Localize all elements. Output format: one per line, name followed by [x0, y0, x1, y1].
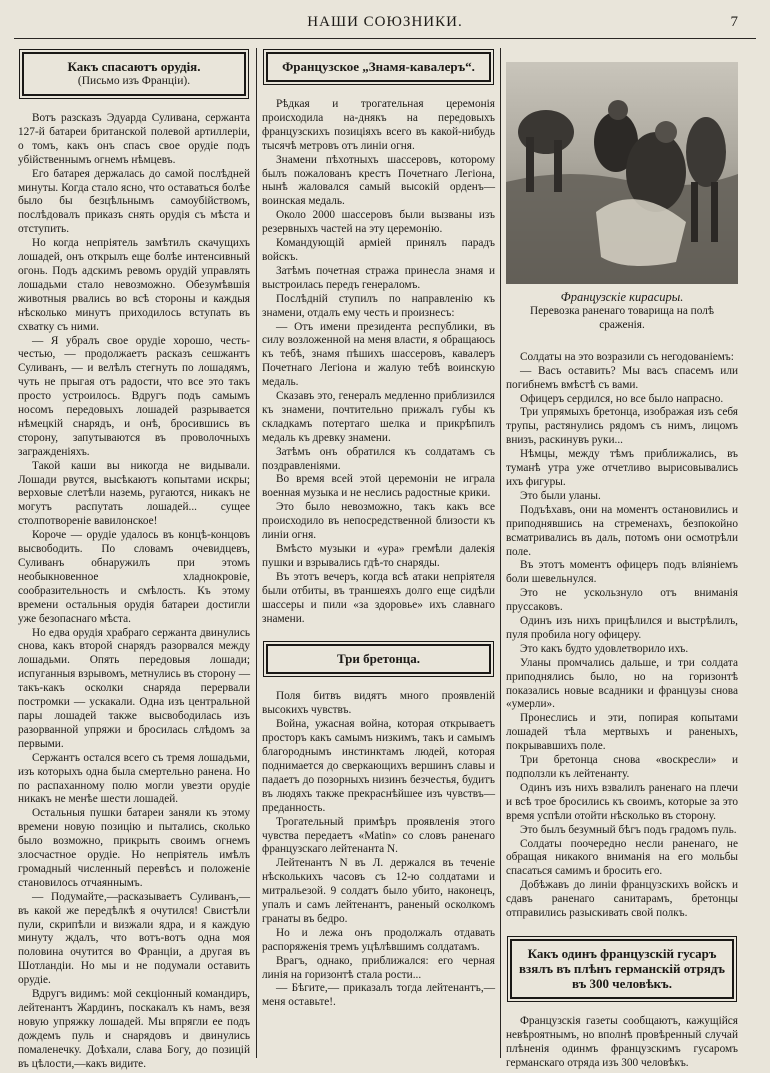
- paragraph: — Я убралъ свое орудіе хорошо, честь-честью, — продолжаетъ расказъ сешжантъ Суливанъ, — и велѣлъ стегнуть по лошадямъ, чуть не прыгая отъ радости, что все это такъ просто устроилось. Вдругъ подъ самымъ носомъ передовыхъ лошадей разрывается нѣмецкій снарядъ, и онѣ, бросившись въ сторону, запутываются въ проволочныхъ загражденіяхъ.: [18, 334, 250, 458]
- paragraph: Это не ускользнуло отъ вниманія пруссаковъ.: [506, 587, 738, 614]
- paragraph: Рѣдкая и трогательная церемонія происходила на-днякъ на передовыхъ французскихъ позиціяхъ всего въ какой-нибудь тысячѣ метровъ отъ линіи огня.: [262, 98, 495, 152]
- paragraph: Это были уланы.: [520, 489, 601, 502]
- paragraph: Офицеръ сердился, но все было напрасно.: [520, 392, 724, 405]
- column-3: [506, 48, 738, 1071]
- paragraph: Знамени пѣхотныхъ шассеровъ, которому былъ пожалованъ крестъ Почетнаго Легіона, нынѣ жаловался самый высокій орденъ—воинская медаль.: [262, 153, 495, 208]
- photo-illustration: [506, 62, 738, 284]
- paragraph: Поля битвъ видятъ много проявленій высокихъ чувствъ.: [262, 690, 495, 717]
- paragraph: Война, ужасная война, которая открываетъ просторъ какъ самымъ низкимъ, такъ и самымъ благороднымъ инстинктамъ людей, которая поднимается до сверкающихъ вершинъ славы и падаетъ до позорныхъ низинъ безчестья, будитъ въ людяхъ также прекраснѣйшее изъ чувствъ—преданность.: [262, 718, 495, 814]
- column-divider: [256, 48, 257, 1058]
- paragraph: Короче — орудіе удалось въ концѣ-концовъ высвободить. По словамъ очевидцевъ, Суливанъ обнаружилъ при этомъ необыкновенное хладнокровіе, сообразительность и смѣлость. Къ этому времени остальныя орудія батареи достигли уже безопаснаго мѣста.: [18, 529, 250, 625]
- article-body: [506, 1015, 738, 1071]
- paragraph: Но едва орудія храбраго сержанта двинулись снова, какъ второй снарядъ разорвался между лошадьми. Опять передовыя лошади; испуганныя взрывомъ, метнулись въ сторону — такъ-какъ осколки снаряда перервали постромки — ускакали. Одна изъ центральной пары лошадей также высвободилась изъ разорванной упряжи и бросилась слѣдомъ за первыми.: [18, 626, 250, 750]
- column-divider: [500, 48, 501, 1058]
- paragraph: Это какъ будто удовлетворило ихъ.: [520, 642, 689, 655]
- paragraph: Солдаты на это возразили съ негодованіемъ:: [520, 350, 734, 363]
- paragraph: Лейтенантъ N въ Л. держался въ теченіе нѣсколькихъ часовъ съ 12-ю солдатами и митральезой. 9 солдатъ было убито, наконецъ, упалъ и самъ лейтенантъ, раненый осколкомъ гранаты въ бедро.: [262, 857, 495, 925]
- paragraph: Такой каши вы никогда не видывали. Лошади рвутся, высѣкаютъ копытами искры; верховые слетѣли наземь, ругаются, никакъ не могутъ распутать лошадей... сущее столпотвореніе вавилонское!: [18, 459, 250, 528]
- paragraph: Солдаты поочередно несли раненаго, не обращая никакого вниманія на его мольбы спасаться самимъ и бросить его.: [506, 837, 738, 878]
- paragraph: Остальныя пушки батареи заняли къ этому времени новую позицію и пытались, сколько было возможно, прикрыть своимъ огнемъ злосчастное орудіе. Но непріятель имѣлъ громадный численный перевѣсъ и положеніе становилось отчаяннымъ.: [18, 807, 250, 889]
- paragraph: Сказавъ это, генералъ медленно приблизился къ знамени, почтительно прижалъ губы къ складкамъ потертаго шелка и прикрѣпилъ медаль къ древку знамени.: [262, 390, 495, 444]
- paragraph: Во время всей этой церемоніи не играла военная музыка и не неслись радостные крики.: [262, 473, 495, 500]
- article-title: Какъ одинъ французскій гусаръ взялъ въ плѣнъ германскій отрядъ въ 300 человѣкъ.: [518, 945, 726, 991]
- paragraph: Это былъ безумный бѣгъ подъ градомъ пуль.: [520, 823, 737, 836]
- paragraph: Затѣмъ онъ обратился къ солдатамъ съ поздравленіями.: [262, 445, 495, 472]
- paragraph: Вдругъ видимъ: мой секціонный командиръ, лейтенантъ Жардинъ, поскакалъ къ намъ, везя новую упряжку лошадей. Мы впрягли ее подъ дождемъ пуль и снарядовъ и двинулись помаленечку. Доѣхали, слава Богу, до позицій въ цѣлости,—какъ видите.: [18, 988, 250, 1070]
- paragraph: Въ этотъ вечеръ, когда всѣ атаки непріятеля были отбиты, въ траншеяхъ долго еще сидѣли шассеры и пили «за здоровье» ихъ славнаго знамени.: [262, 570, 495, 625]
- paragraph: Вотъ разсказъ Эдуарда Суливана, сержанта 127-й батареи британской полевой артиллеріи, о томъ, какъ онъ спасъ свое орудіе подъ убійственнымъ огнемъ нѣмцевъ.: [18, 112, 250, 166]
- paragraph: Сержантъ остался всего съ тремя лошадьми, изъ которыхъ одна была смертельно ранена. Но по распаханному полю могли увезти орудіе никакъ не менѣе шести лошадей.: [18, 751, 250, 806]
- column-1: [18, 48, 250, 1072]
- article-title-box: [510, 939, 734, 999]
- paragraph: Но и лежа онъ продолжалъ отдавать распоряженія тремъ уцѣлѣвшимъ солдатамъ.: [262, 926, 495, 953]
- paragraph: Послѣдній ступилъ по направленію къ знамени, отдалъ ему честь и произнесъ:: [262, 292, 495, 319]
- article-body: [262, 98, 495, 626]
- paragraph: — Отъ имени президента республики, въ силу возложенной на меня власти, я обращаюсь къ тебѣ, знамя пѣшихъ шассеровъ, кавалеръ Почетнаго Легіона и жалую тебѣ воинскую медаль.: [262, 320, 495, 389]
- paragraph: Около 2000 шассеровъ были вызваны изъ резервныхъ частей на эту церемонію.: [262, 209, 495, 236]
- paragraph: Подъѣхавъ, они на моментъ остановились и приподнявшись на стременахъ, безпокойно всматривались въ даль, потомъ они осмотрѣли поле.: [506, 503, 738, 558]
- paragraph: Нѣмцы, между тѣмъ приближались, въ туманѣ утра уже отчетливо вырисовывались ихъ фигуры.: [506, 448, 738, 488]
- article-body: [18, 112, 250, 1072]
- paragraph: Пронеслись и эти, попирая копытами лошадей тѣла мертвыхъ и раненыхъ, покрывавшихъ поле.: [506, 712, 738, 753]
- paragraph: Въ этотъ моментъ офицеръ подъ вліяніемъ боли шевельнулся.: [506, 559, 738, 586]
- paragraph: Это было невозможно, такъ какъ все происходило въ непосредственной близости къ линіи огня.: [262, 501, 495, 542]
- paragraph: — Подумайте,—расказываетъ Суливанъ,—въ какой же передѣлкѣ я очутился! Свистѣли пули, скрипѣли и визжали ядра, и я каждую минуту ждалъ, что вотъ-вотъ одна моя половина очутится во Франціи, а другая въ Шотландіи. Но мы и не подумали оставить орудіе.: [18, 890, 250, 987]
- column-2: [262, 48, 495, 1010]
- article-title-box: [266, 52, 491, 82]
- photo-caption-title: Французскіе кирасиры.: [560, 290, 684, 304]
- paragraph: Добѣжавъ до линіи французскихъ войскъ и сдавъ раненаго санитарамъ, бретонцы отправились разыскивать свой полкъ.: [506, 879, 738, 920]
- article-title: Какъ спасаютъ орудія.: [67, 59, 201, 74]
- paragraph: Три упрямыхъ бретонца, изображая изъ себя трупы, растянулись рядомъ съ нимъ, лицомъ внизъ, раскинувъ руки...: [506, 406, 738, 447]
- article-title-box: [22, 52, 246, 96]
- article-title: Французское „Знамя-кавалеръ“.: [282, 59, 475, 74]
- paragraph: — Васъ оставить? Мы васъ спасемъ или погибнемъ вмѣстѣ съ вами.: [506, 364, 738, 391]
- paragraph: — Бѣгите,— приказалъ тогда лейтенантъ,—меня оставьте!.: [262, 982, 495, 1009]
- paragraph: Французскія газеты сообщаютъ, кажущійся невѣроятнымъ, но вполнѣ провѣренный случай плѣненія одинмъ французскимъ гусаромъ германскаго отряда изъ 300 человѣкъ.: [506, 1014, 738, 1069]
- header-rule: [14, 38, 756, 39]
- paragraph: Трогательный примѣръ проявленія этого чувства передаетъ «Matin» со словъ раненаго французскаго лейтенанта N.: [262, 815, 495, 856]
- paragraph: Затѣмъ почетная стража принесла знамя и выстроилась передъ генераломъ.: [262, 264, 495, 291]
- article-body: [506, 351, 738, 921]
- paragraph: Уланы промчались дальше, и три солдата приподнялись было, но на горизонтѣ показались новые всадники и французы снова «умерли».: [506, 656, 738, 711]
- article-body: [262, 690, 495, 1010]
- paragraph: Его батарея держалась до самой послѣдней минуты. Когда стало ясно, что оставаться болѣе было бы безцѣльнымъ самоубійствомъ, послѣдовалъ приказъ снять орудія съ мѣста и отступить.: [18, 167, 250, 236]
- paragraph: Но когда непріятель замѣтилъ скачущихъ лошадей, онъ открылъ еще болѣе интенсивный огонь. Подъ адскимъ ревомъ орудій управлять лошадьми стало невозможно. Обезумѣвшія животныя рвались во всѣ стороны и каждыя нѣсколько минутъ приходилось вступать въ схватку съ ними.: [18, 237, 250, 333]
- photo-caption-text: Перевозка раненаго товарища на полѣ сраженія.: [529, 305, 715, 331]
- paragraph: Командующій арміей принялъ парадъ войскъ.: [262, 237, 495, 263]
- article-title: Три бретонца.: [336, 651, 421, 667]
- page-number: 7: [730, 14, 738, 30]
- paragraph: Три бретонца снова «воскресли» и подползли къ лейтенанту.: [506, 754, 738, 780]
- cuirassiers-photo: [506, 62, 738, 284]
- article-subtitle: (Письмо изъ Франціи).: [77, 75, 191, 87]
- paragraph: Одинъ изъ нихъ взвалилъ раненаго на плечи и всѣ трое бросились къ своимъ, которые за это время успѣли отойти нѣсколько въ сторону.: [506, 781, 738, 822]
- paragraph: Вмѣсто музыки и «ура» гремѣли далекія пушки и взрывались гдѣ-то снаряды.: [262, 543, 495, 569]
- paragraph: Одинъ изъ нихъ прицѣлился и выстрѣлилъ, пуля пробила ногу офицеру.: [506, 615, 738, 641]
- article-title-box: [266, 644, 491, 674]
- paragraph: Врагъ, однако, приближался: его черная линія на горизонтѣ стала рости...: [262, 954, 495, 981]
- running-header: НАШИ СОЮЗНИКИ.: [307, 14, 463, 30]
